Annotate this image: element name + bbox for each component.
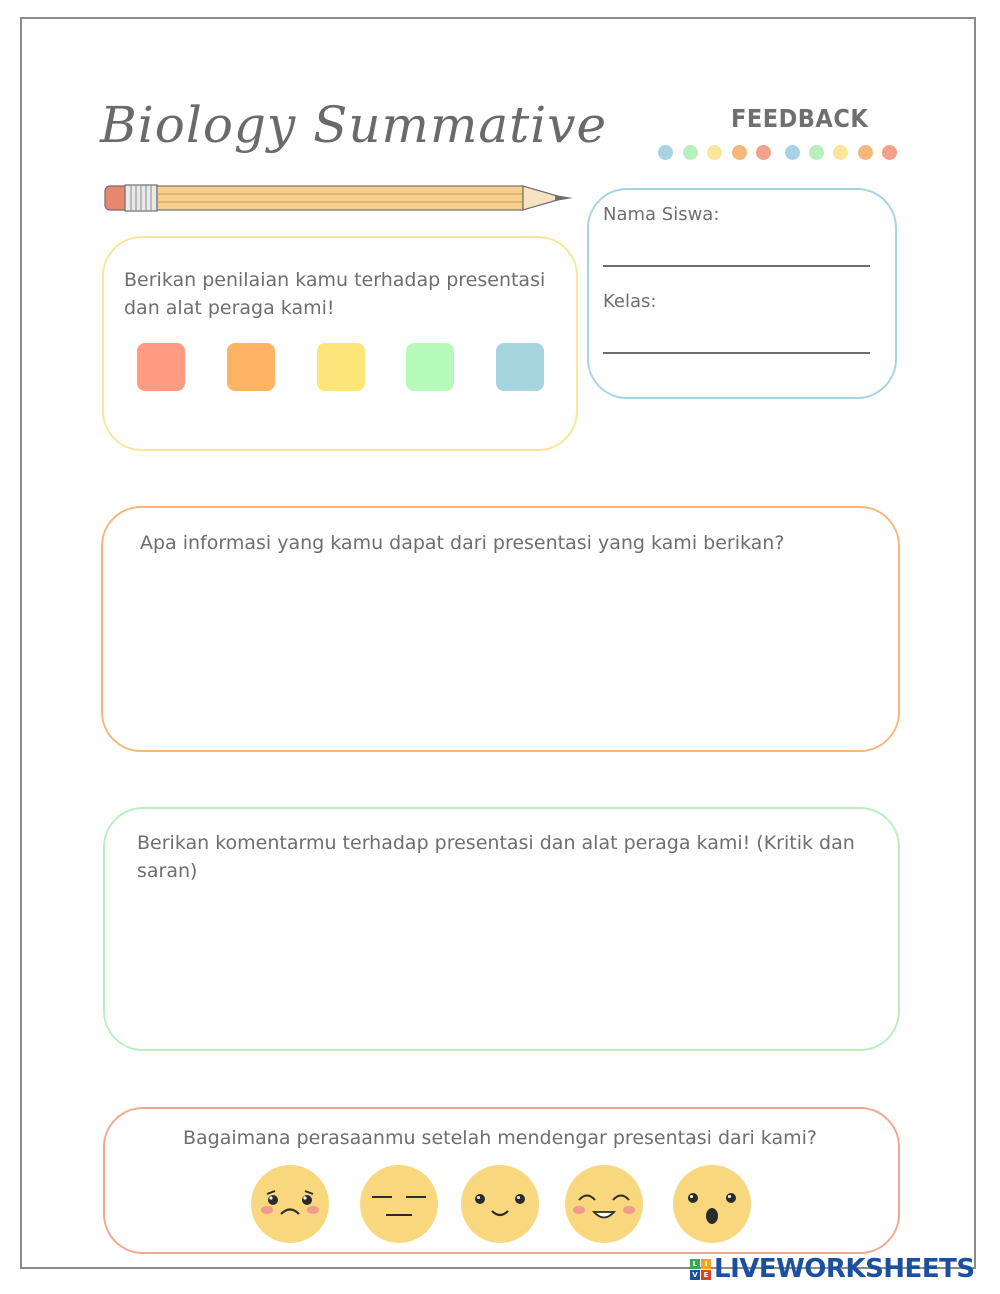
class-field[interactable]: [603, 352, 870, 354]
rating-option-4[interactable]: [406, 343, 454, 391]
class-label: Kelas:: [603, 291, 657, 312]
student-name-field[interactable]: [603, 265, 870, 267]
page-title: Biology Summative: [100, 96, 608, 154]
rating-option-1[interactable]: [137, 343, 185, 391]
decorative-dots: [658, 145, 903, 163]
dot-icon: [707, 145, 722, 160]
info-prompt: Apa informasi yang kamu dapat dari presentasi yang kami berikan?: [140, 532, 785, 554]
happy-face-icon[interactable]: [565, 1165, 643, 1243]
liveworksheets-watermark: [690, 1254, 975, 1284]
smile-face-icon[interactable]: [461, 1165, 539, 1243]
dot-icon: [756, 145, 771, 160]
logo-letter: I: [701, 1259, 711, 1269]
rating-option-5[interactable]: [496, 343, 544, 391]
neutral-face-icon[interactable]: [360, 1165, 438, 1243]
dot-icon: [809, 145, 824, 160]
sad-face-icon[interactable]: [251, 1165, 329, 1243]
dot-icon: [833, 145, 848, 160]
logo-letter: L: [690, 1259, 700, 1269]
dot-icon: [882, 145, 897, 160]
dot-icon: [785, 145, 800, 160]
rating-option-2[interactable]: [227, 343, 275, 391]
liveworksheets-text: LIVEWORKSHEETS: [714, 1254, 975, 1284]
dot-icon: [732, 145, 747, 160]
feeling-prompt: Bagaimana perasaanmu setelah mendengar presentasi dari kami?: [183, 1127, 817, 1149]
feedback-label: FEEDBACK: [731, 104, 869, 133]
logo-letter: V: [690, 1270, 700, 1280]
dot-icon: [858, 145, 873, 160]
rating-option-3[interactable]: [317, 343, 365, 391]
surprised-face-icon[interactable]: [673, 1165, 751, 1243]
dot-icon: [658, 145, 673, 160]
comment-prompt: Berikan komentarmu terhadap presentasi dan alat peraga kami! (Kritik dan saran): [137, 832, 855, 882]
liveworksheets-logo-icon: [690, 1259, 711, 1280]
rating-prompt: Berikan penilaian kamu terhadap presentasi dan alat peraga kami!: [124, 269, 546, 319]
logo-letter: E: [701, 1270, 711, 1280]
student-name-label: Nama Siswa:: [603, 204, 720, 225]
pencil-icon: [103, 182, 577, 218]
dot-icon: [683, 145, 698, 160]
